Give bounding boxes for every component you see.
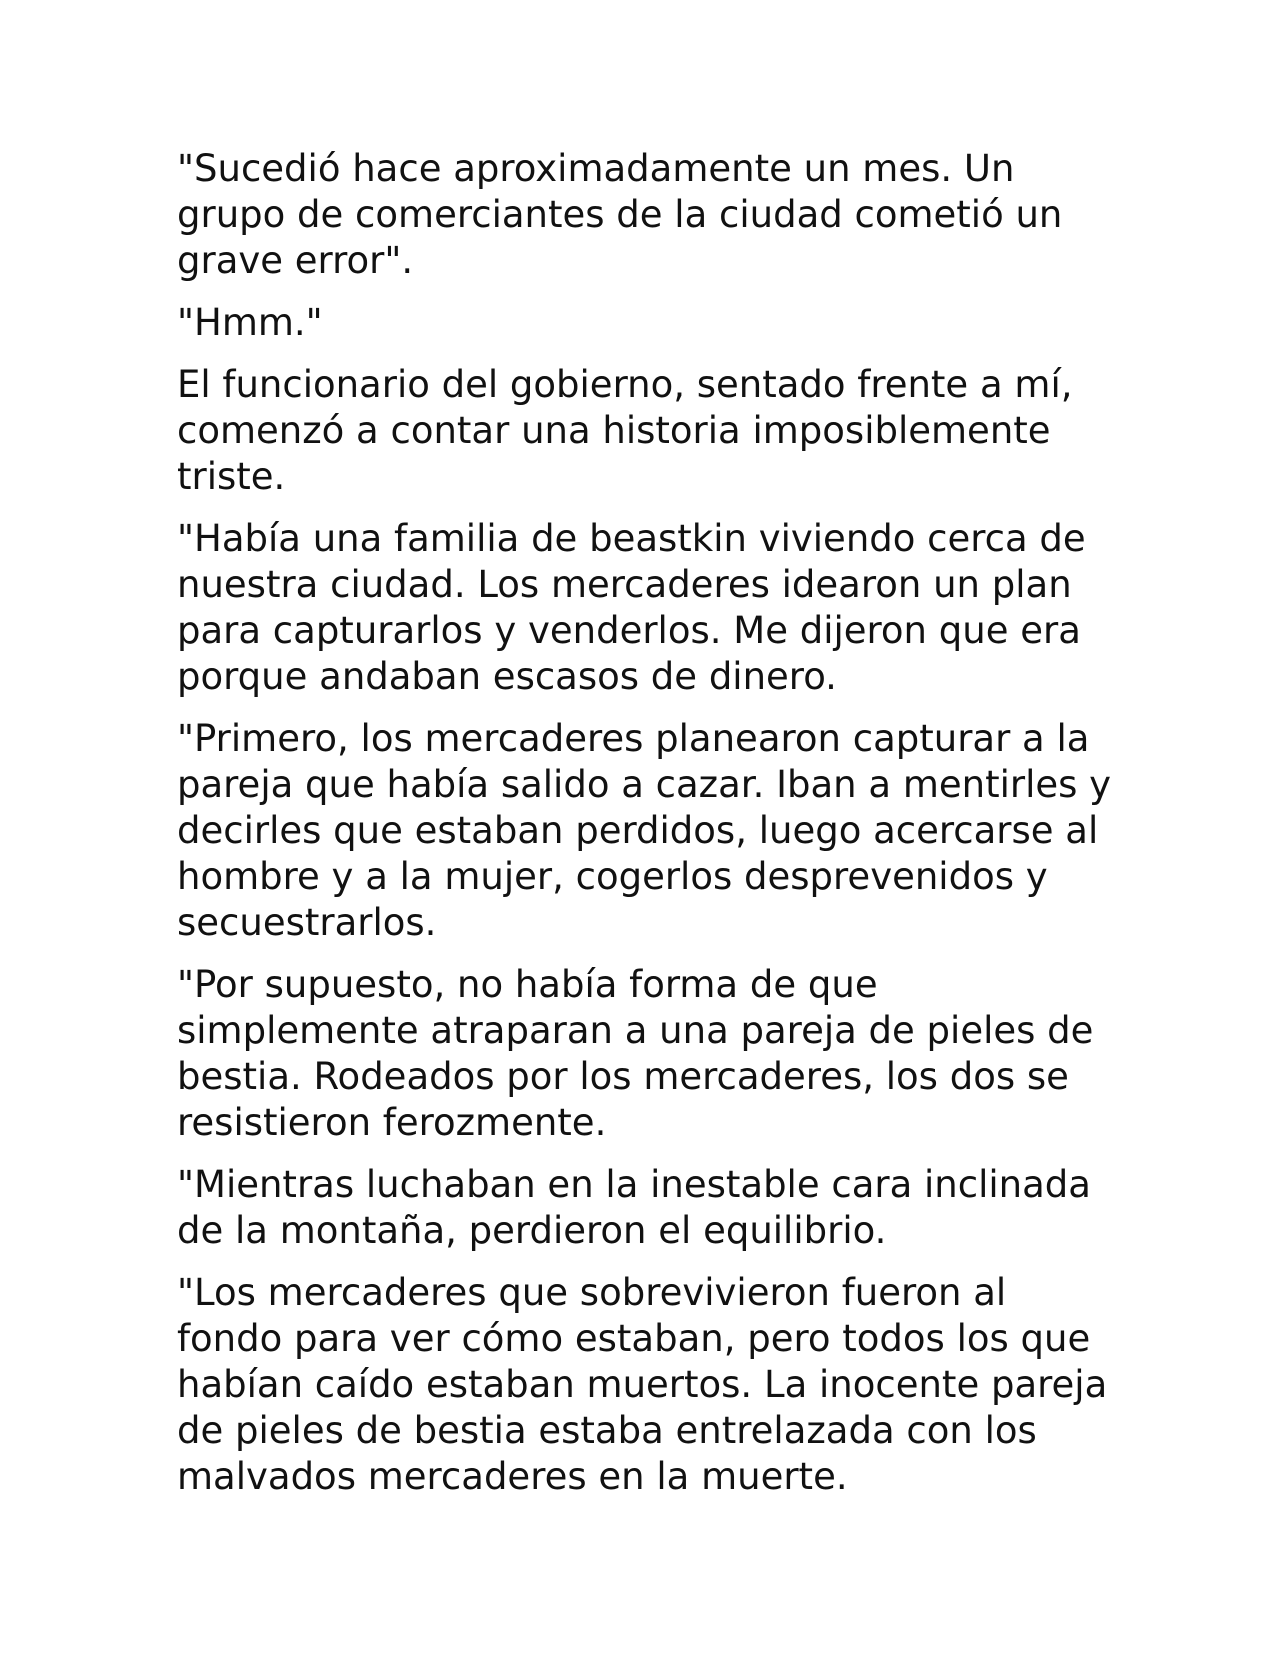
- paragraph-8: "Los mercaderes que sobrevivieron fueron al fondo para ver cómo estaban, pero todos los que habían caído estaban muertos. La inocente pareja de pieles de bestia estaba entrelazada con los malvados mercaderes en la muerte.: [177, 1271, 1108, 1498]
- paragraph-5: "Primero, los mercaderes planearon capturar a la pareja que había salido a cazar. Iban a mentirles y decirles que estaban perdidos, luego acercarse al hombre y a la mujer, cogerlos desprevenidos y secuestrarlos.: [177, 717, 1112, 944]
- paragraph-3: El funcionario del gobierno, sentado frente a mí, comenzó a contar una historia imposiblemente triste.: [177, 363, 1073, 498]
- paragraph-6: "Por supuesto, no había forma de que simplemente atraparan a una pareja de pieles de bestia. Rodeados por los mercaderes, los dos se resistieron ferozmente.: [177, 963, 1094, 1144]
- paragraph-4: "Había una familia de beastkin viviendo cerca de nuestra ciudad. Los mercaderes idearon un plan para capturarlos y venderlos. Me dijeron que era porque andaban escasos de dinero.: [177, 517, 1086, 698]
- paragraph-2: "Hmm.": [177, 301, 323, 344]
- paragraph-7: "Mientras luchaban en la inestable cara inclinada de la montaña, perdieron el equilibrio.: [177, 1163, 1091, 1252]
- paragraph-1: "Sucedió hace aproximadamente un mes. Un grupo de comerciantes de la ciudad cometió un grave error".: [177, 147, 1063, 282]
- story-text: [177, 146, 1117, 1516]
